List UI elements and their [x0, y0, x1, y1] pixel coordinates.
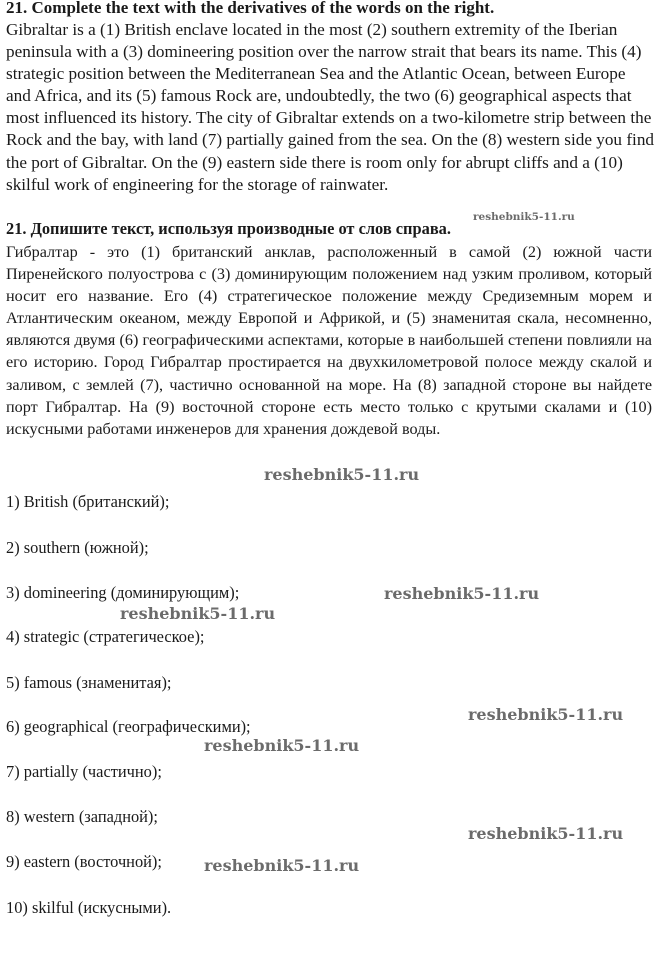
watermark: reshebnik5-11.ru [468, 824, 624, 843]
exercise-heading-ru: 21. Допишите текст, используя производные от слов справа. [6, 219, 451, 238]
exercise-text-en: Gibraltar is a (1) British enclave located in the most (2) southern extremity of the Iberian peninsula with a (3) domineering position over the narrow strait that bears its name. This (4) strategic position between the Mediterranean Sea and the Atlantic Ocean, between Europe and Africa, and its (5) famous Rock are, undoubtedly, the two (6) geographical aspects that most influenced its history. The city of Gibraltar extends on a two-kilometre strip between the Rock and the bay, with land (7) partially gained from the sea. On the (8) western side you find the port of Gibraltar. On the (9) eastern side there is room only for abrupt cliffs and a (10) skilful work of engineering for the storage of rainwater. [6, 20, 655, 194]
watermark: reshebnik5-11.ru [120, 604, 276, 623]
answer-item-10: 10) skilful (искусными). [6, 898, 172, 917]
watermark: reshebnik5-11.ru [264, 465, 420, 484]
answer-item-9: 9) eastern (восточной); [6, 852, 162, 871]
answer-item-3: 3) domineering (доминирующим); [6, 583, 240, 602]
watermark: reshebnik5-11.ru [384, 584, 540, 603]
exercise-text-ru: Гибралтар - это (1) британский анклав, расположенный в самой (2) южной части Пиренейского полуострова с (3) доминирующим положением над узким проливом, который носит его название. Его (4) стратегическое положение между Средиземным морем и Атлантическим океаном, между Европой и Африкой, и (5) знаменитая скала, несомненно, являются двумя (6) географическими аспектами, которые в наибольшей степени повлияли на его историю. Город Гибралтар простирается на двухкилометровой полосе между скалой и заливом, с землей (7), частично основанной на море. На (8) западной стороне вы найдете порт Гибралтар. На (9) восточной стороне есть место только с крутыми скалами и (10) искусными работами инженеров для хранения дождевой воды. [6, 243, 652, 438]
exercise-heading-en: 21. Complete the text with the derivatives of the words on the right. [6, 0, 495, 17]
answer-item-2: 2) southern (южной); [6, 538, 149, 557]
watermark: reshebnik5-11.ru [204, 856, 360, 875]
answer-item-8: 8) western (западной); [6, 807, 158, 826]
answer-item-1: 1) British (британский); [6, 492, 170, 511]
answer-item-4: 4) strategic (стратегическое); [6, 627, 205, 646]
watermark: reshebnik5-11.ru [473, 211, 575, 223]
watermark: reshebnik5-11.ru [468, 705, 624, 724]
answer-item-5: 5) famous (знаменитая); [6, 673, 172, 692]
answer-item-7: 7) partially (частично); [6, 762, 162, 781]
answer-item-6: 6) geographical (географическими); [6, 717, 251, 736]
watermark: reshebnik5-11.ru [204, 736, 360, 755]
